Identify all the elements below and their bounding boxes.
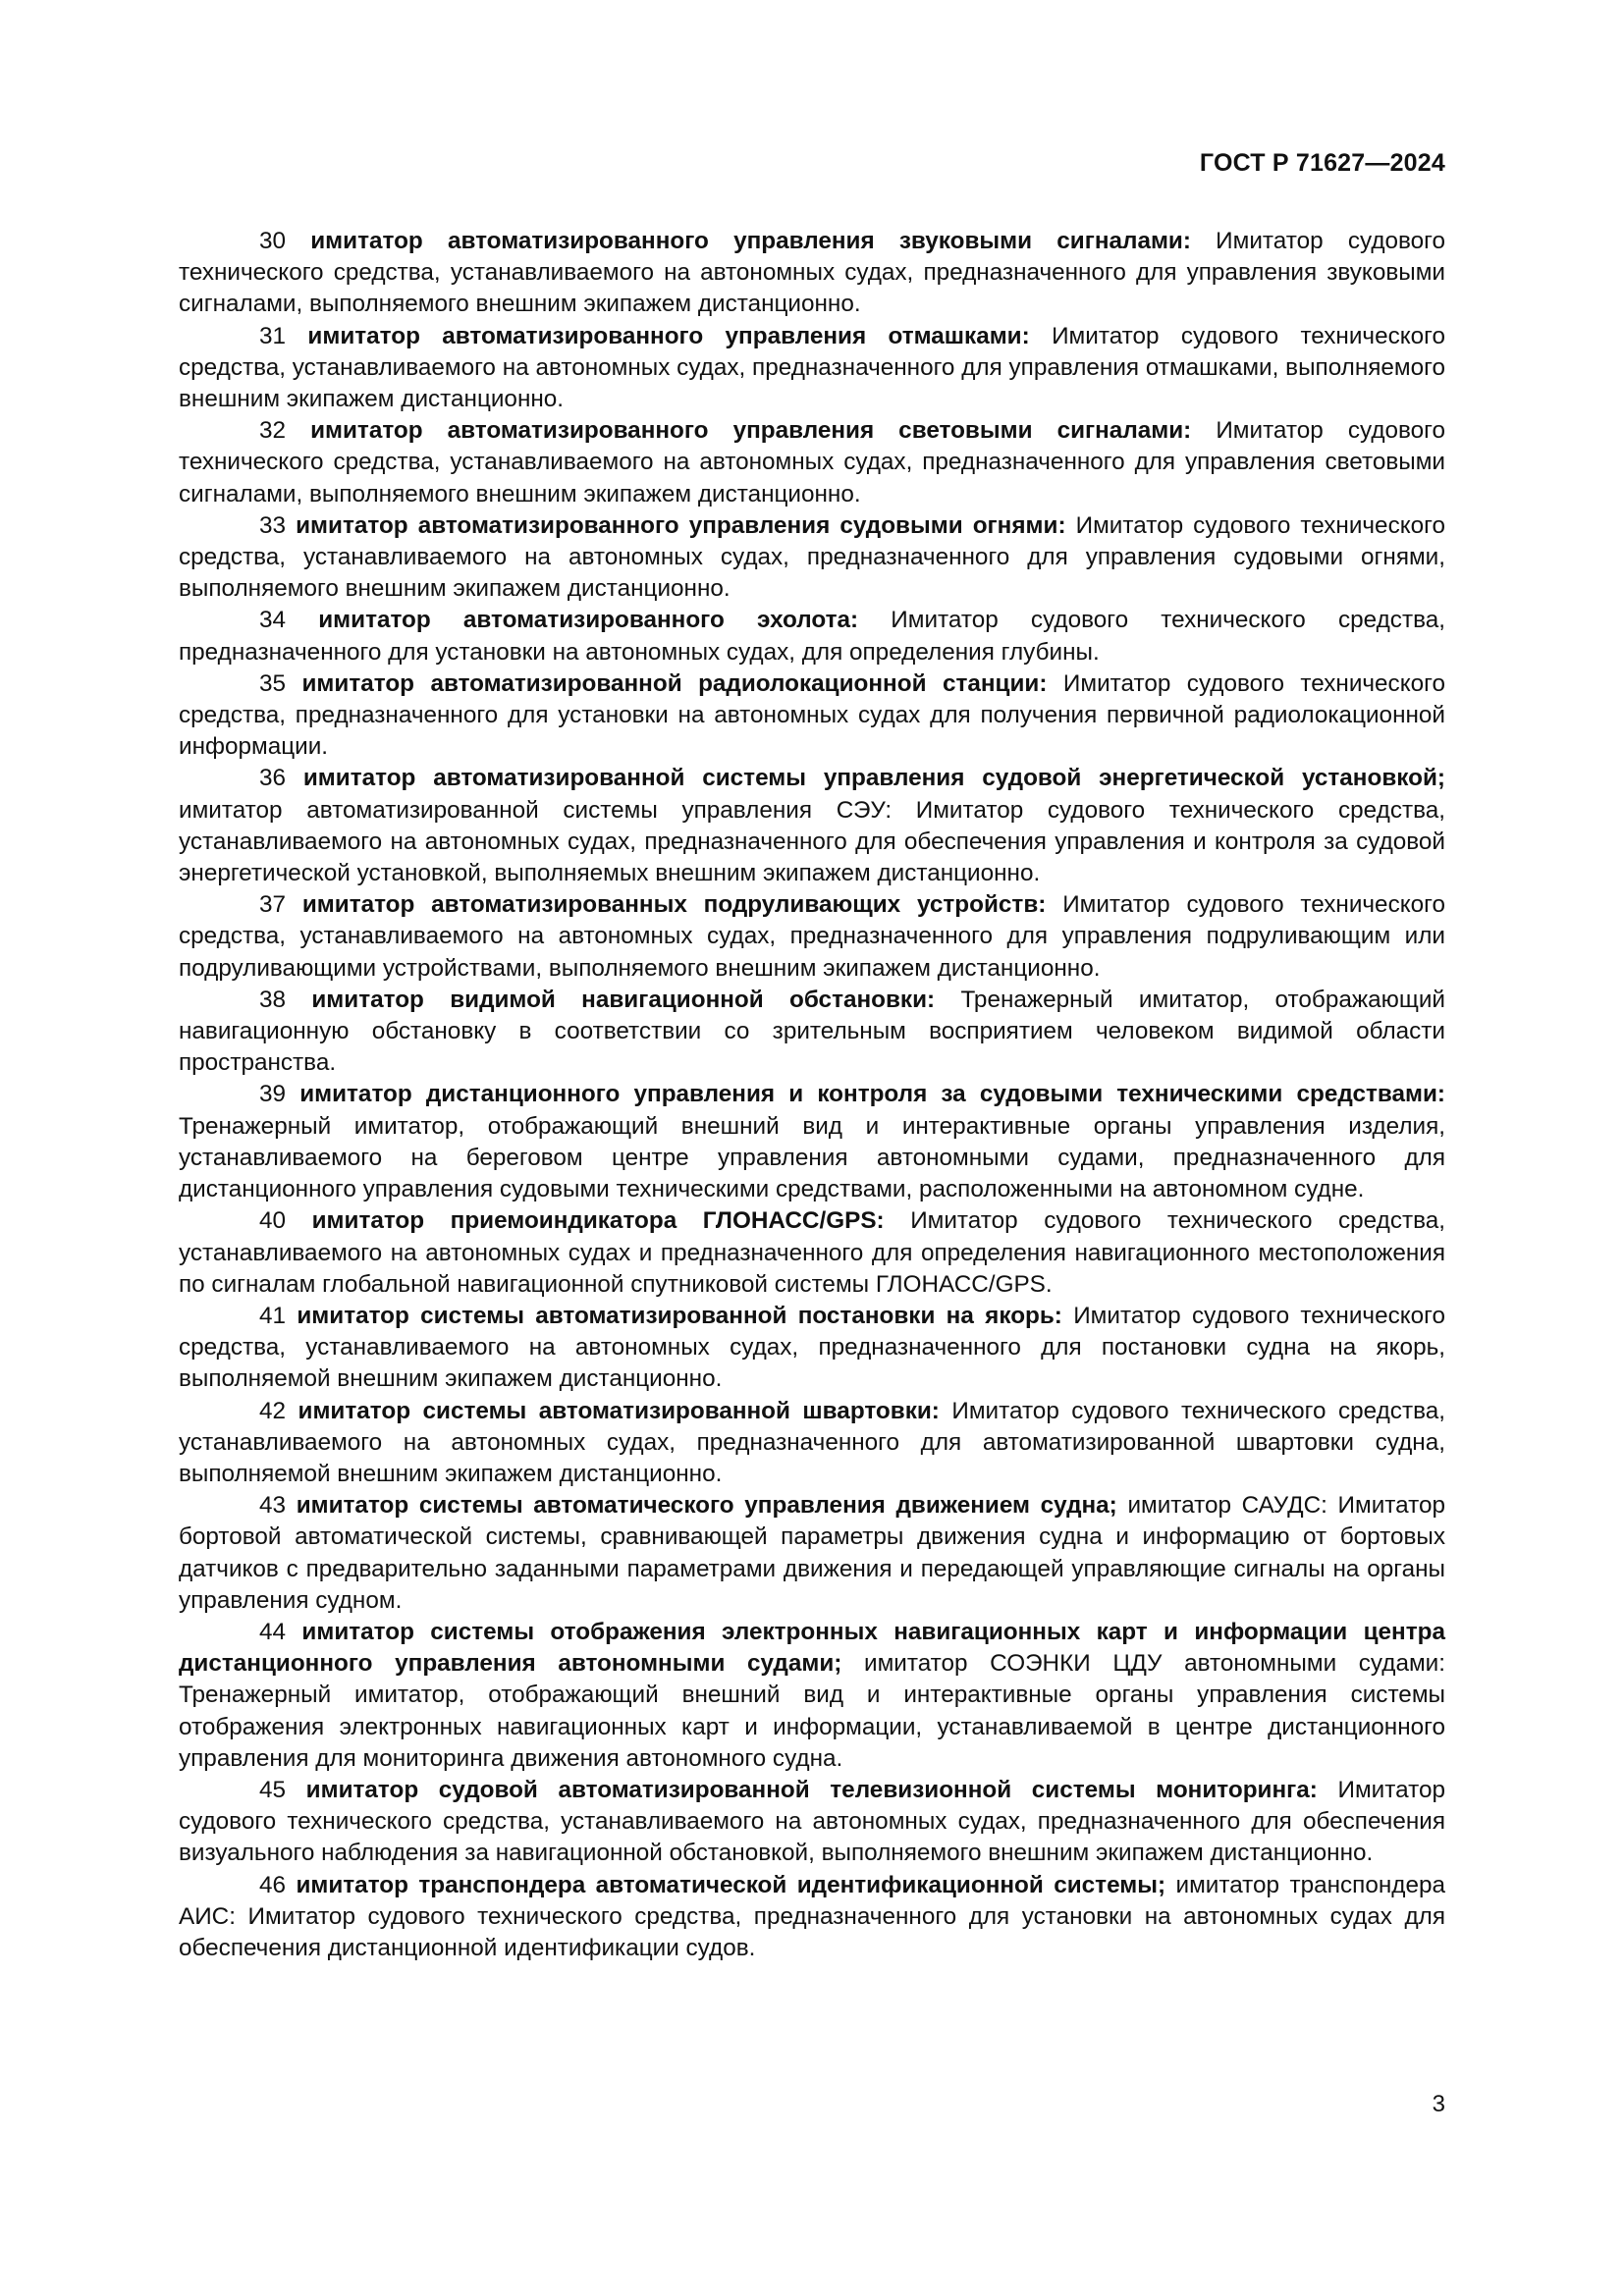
term-name: имитатор системы автоматизированной постановки на якорь: [297, 1302, 1062, 1329]
term-name: имитатор судовой автоматизированной телевизионной системы мониторинга: [305, 1776, 1318, 1803]
term-name: имитатор системы отображения электронных навигационных карт и информации центра дистанционного управления автономными судами; [179, 1618, 1445, 1678]
term-definition: Имитатор судового технического средства, устанавливаемого на автономных судах, предназначенного для обеспечения визуального наблюдения за навигационной обстановкой, выполняемого внешним экипажем дистанционно. [179, 1776, 1445, 1867]
document-code-header: ГОСТ Р 71627—2024 [1199, 149, 1445, 177]
term-entry [179, 1079, 1445, 1205]
term-entry [179, 1490, 1445, 1617]
term-definition: Имитатор судового технического средства, устанавливаемого на автономных судах, предназначенного для управления отмашками, выполняемого внешним экипажем дистанционно. [179, 322, 1445, 413]
term-number: 44 [259, 1618, 287, 1645]
term-entry [179, 1205, 1445, 1301]
term-definition: Имитатор судового технического средства, устанавливаемого на автономных судах, предназначенного для автоматизированной швартовки судна, выполняемой внешним экипажем дистанционно. [179, 1397, 1445, 1487]
term-name: имитатор видимой навигационной обстановки: [311, 986, 936, 1013]
term-entry [179, 985, 1445, 1080]
term-definition: имитатор САУДС: Имитатор бортовой автоматической системы, сравнивающей параметры движения судна и информацию от бортовых датчиков с предварительно заданными параметрами движения и передающей управляющие сигналы на органы управления судном. [179, 1492, 1445, 1614]
term-name: имитатор автоматизированного эхолота: [318, 607, 859, 634]
term-number: 33 [259, 511, 287, 539]
term-entry [179, 1301, 1445, 1396]
term-definition: имитатор автоматизированной системы управления СЭУ: Имитатор судового технического средства, устанавливаемого на автономных судах, предназначенного для обеспечения управления и контроля за судовой энергетической установкой, выполняемых внешним экипажем дистанционно. [179, 796, 1445, 887]
term-name: имитатор автоматизированного управления световыми сигналами: [310, 417, 1192, 445]
term-number: 35 [259, 669, 287, 697]
term-name: имитатор автоматизированного управления отмашками: [307, 322, 1030, 349]
term-number: 39 [259, 1081, 287, 1108]
term-name: имитатор автоматизированного управления судовыми огнями: [296, 511, 1066, 539]
term-definition: имитатор СОЭНКИ ЦДУ автономными судами: Тренажерный имитатор, отображающий внешний вид и интерактивные органы управления системы отображения электронных навигационных карт и информации, устанавливаемой в центре дистанционного управления для мониторинга движения автономного судна. [179, 1650, 1445, 1772]
term-number: 43 [259, 1492, 287, 1520]
term-definition: Тренажерный имитатор, отображающий навигационную обстановку в соответствии со зрительным восприятием человеком видимой области пространства. [179, 986, 1445, 1077]
term-definition: Имитатор судового технического средства, устанавливаемого на автономных судах, предназначенного для управления судовыми огнями, выполняемого внешним экипажем дистанционно. [179, 511, 1445, 603]
term-number: 30 [259, 228, 287, 254]
term-name: имитатор транспондера автоматической идентификационной системы; [296, 1871, 1166, 1898]
term-number: 42 [259, 1397, 287, 1424]
term-number: 41 [259, 1302, 287, 1329]
term-number: 32 [259, 417, 287, 445]
term-number: 37 [259, 891, 287, 919]
term-name: имитатор приемоиндикатора ГЛОНАСС/GPS: [311, 1207, 885, 1235]
term-entry [179, 1396, 1445, 1491]
term-entry [179, 321, 1445, 416]
term-entry [179, 415, 1445, 510]
term-entry [179, 668, 1445, 764]
term-definition: Тренажерный имитатор, отображающий внешний вид и интерактивные органы управления изделия, устанавливаемого на береговом центре управления автономными судами, предназначенного для дистанционного управления судовыми техническими средствами, расположенными на автономном судне. [179, 1112, 1445, 1203]
term-name: имитатор автоматизированных подруливающих устройств: [301, 891, 1047, 919]
term-definition: имитатор транспондера АИС: Имитатор судового технического средства, предназначенного для установки на автономных судах для обеспечения дистанционной идентификации судов. [179, 1871, 1445, 1961]
term-name: имитатор системы автоматического управления движением судна; [296, 1492, 1117, 1520]
term-entry [179, 889, 1445, 985]
term-entry [179, 605, 1445, 667]
term-entry [179, 1870, 1445, 1965]
term-name: имитатор системы автоматизированной швартовки: [298, 1397, 940, 1424]
term-name: имитатор автоматизированной системы управления судовой энергетической установкой; [302, 765, 1445, 792]
term-definition: Имитатор судового технического средства, предназначенного для установки на автономных судах для получения первичной радиолокационной информации. [179, 669, 1445, 761]
term-definition: Имитатор судового технического средства, предназначенного для установки на автономных судах, для определения глубины. [179, 607, 1445, 666]
term-entry [179, 1617, 1445, 1775]
page-number: 3 [1432, 2091, 1445, 2117]
term-entry [179, 1775, 1445, 1870]
term-definition: Имитатор судового технического средства, устанавливаемого на автономных судах и предназначенного для определения навигационного местоположения по сигналам глобальной навигационной спутниковой системы ГЛОНАСС/GPS. [179, 1207, 1445, 1298]
term-number: 40 [259, 1207, 287, 1235]
term-definition: Имитатор судового технического средства, устанавливаемого на автономных судах, предназначенного для постановки судна на якорь, выполняемой внешним экипажем дистанционно. [179, 1302, 1445, 1393]
term-number: 31 [259, 322, 287, 349]
term-number: 36 [259, 765, 287, 792]
term-entry [179, 226, 1445, 321]
term-definition: Имитатор судового технического средства, устанавливаемого на автономных судах, предназначенного для управления звуковыми сигналами, выполняемого внешним экипажем дистанционно. [179, 228, 1445, 318]
term-name: имитатор автоматизированной радиолокационной станции: [301, 669, 1048, 697]
term-definition: Имитатор судового технического средства, устанавливаемого на автономных судах, предназначенного для управления подруливающим или подруливающими устройствами, выполняемого внешним экипажем дистанционно. [179, 891, 1445, 982]
term-entry [179, 763, 1445, 889]
term-name: имитатор дистанционного управления и контроля за судовыми техническими средствами: [299, 1081, 1445, 1108]
term-number: 38 [259, 986, 287, 1013]
terms-list [179, 226, 1445, 1964]
term-entry [179, 510, 1445, 606]
term-number: 46 [259, 1871, 287, 1898]
term-number: 34 [259, 607, 287, 634]
term-name: имитатор автоматизированного управления звуковыми сигналами: [310, 228, 1191, 254]
term-definition: Имитатор судового технического средства, устанавливаемого на автономных судах, предназначенного для управления световыми сигналами, выполняемого внешним экипажем дистанционно. [179, 417, 1445, 507]
term-number: 45 [259, 1776, 287, 1803]
